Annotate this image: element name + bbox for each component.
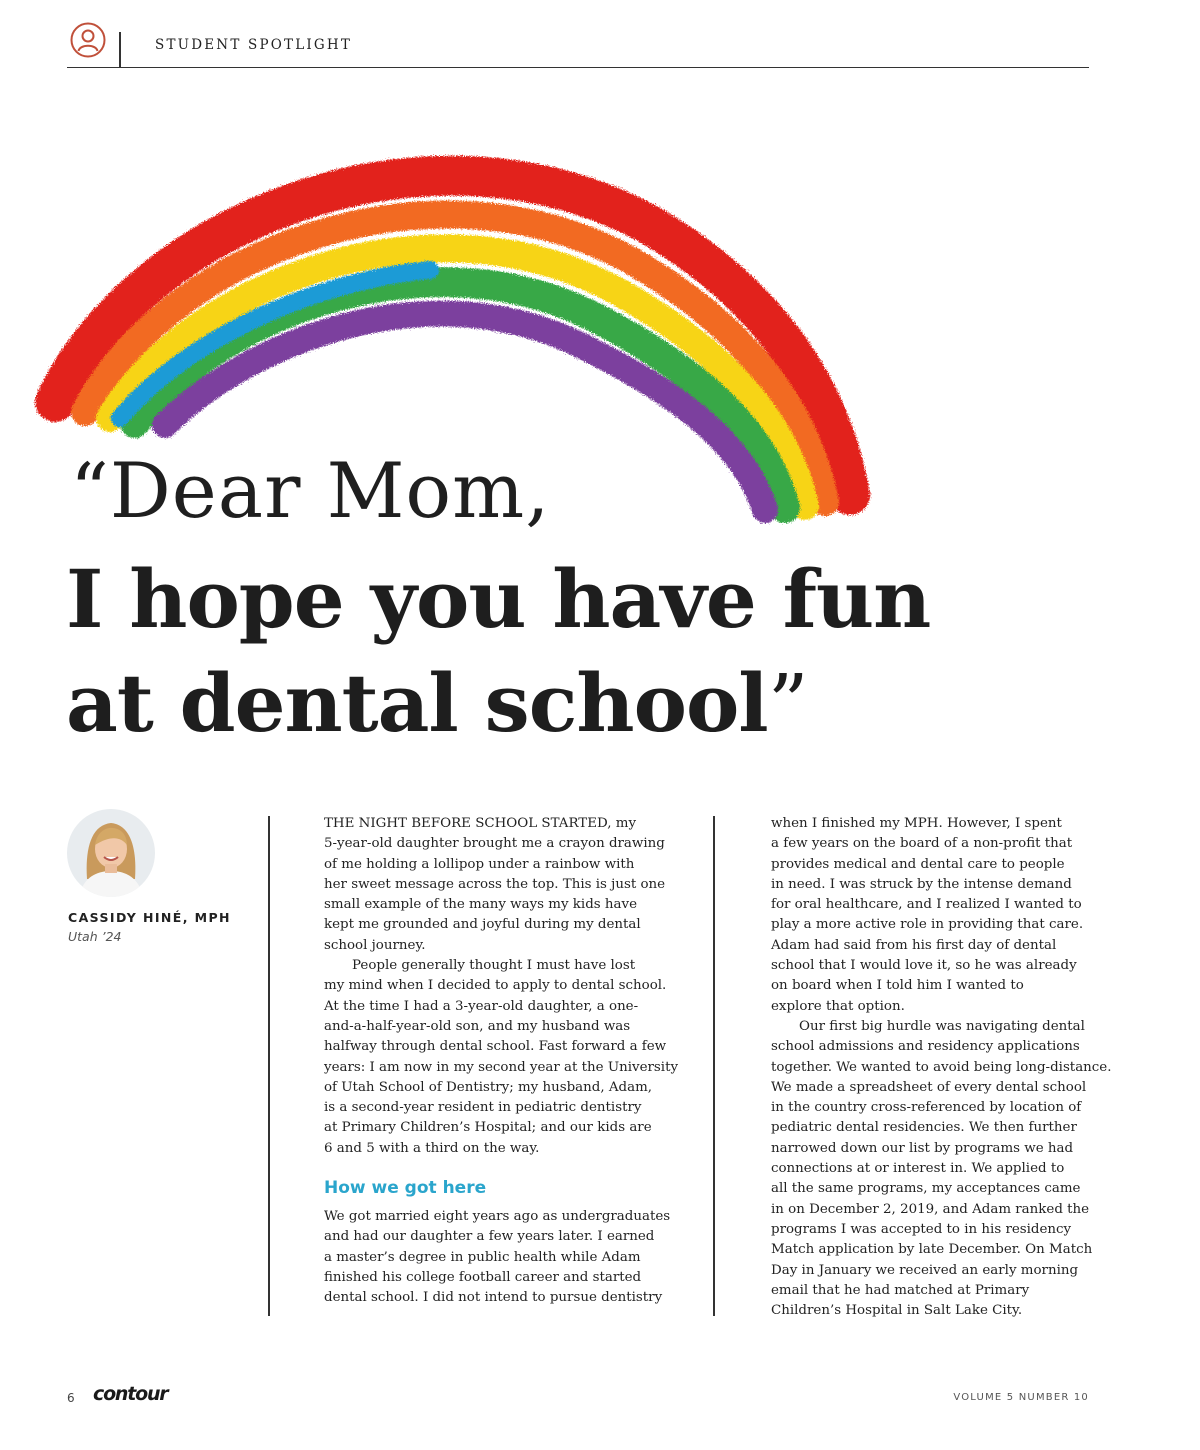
text-line: small example of the many ways my kids have [324, 897, 638, 913]
text-line: all the same programs, my acceptances came [771, 1181, 1081, 1197]
title-line-3-text: at dental school [66, 656, 768, 750]
text-line: connections at or interest in. We applied to [771, 1161, 1065, 1177]
title-line-2: I hope you have fun [66, 552, 931, 646]
text-line: provides medical and dental care to people [771, 856, 1065, 872]
text-line: play a more active role in providing that care. [771, 917, 1084, 933]
text-line: in the country cross-referenced by location of [771, 1100, 1082, 1116]
text-line: in need. I was struck by the intense demand [771, 876, 1072, 892]
page-header [67, 20, 1089, 68]
text-line: is a second-year resident in pediatric dentistry [324, 1100, 642, 1116]
article-column-2 [771, 814, 1112, 1321]
text-line: when I finished my MPH. However, I spent [771, 816, 1062, 831]
paragraph [771, 1017, 1112, 1321]
text-line: narrowed down our list by programs we had [771, 1140, 1074, 1156]
text-line: a master’s degree in public health while Adam [324, 1249, 641, 1265]
text-line: Our first big hurdle was navigating dental [799, 1018, 1085, 1034]
text-line: together. We wanted to avoid being long-distance. [771, 1059, 1112, 1075]
text-line: THE NIGHT BEFORE SCHOOL STARTED, my [324, 816, 637, 831]
text-line: and had our daughter a few years later. I earned [324, 1229, 655, 1245]
text-line: 6 and 5 with a third on the way. [324, 1140, 540, 1156]
title-line-1: “Dear Mom, [70, 446, 551, 535]
text-line: for oral healthcare, and I realized I wanted to [771, 897, 1082, 913]
text-line: her sweet message across the top. This is just one [324, 876, 666, 892]
article-column-1 [324, 814, 679, 1309]
text-line: People generally thought I must have lost [352, 958, 636, 974]
paragraph [771, 814, 1099, 1017]
volume-label: VOLUME 5 NUMBER 10 [953, 1392, 1089, 1403]
section-label: STUDENT SPOTLIGHT [155, 37, 353, 53]
text-line: programs I was accepted to in his residency [771, 1221, 1072, 1237]
text-line: in on December 2, 2019, and Adam ranked the [771, 1201, 1090, 1217]
column-rule-right [713, 816, 715, 1316]
text-line: a few years on the board of a non-profit that [771, 836, 1073, 852]
text-line: and-a-half-year-old son, and my husband was [324, 1018, 631, 1034]
text-line: We made a spreadsheet of every dental school [771, 1079, 1087, 1095]
subheading: How we got here [324, 1178, 487, 1199]
title-close-quote: ” [767, 657, 808, 750]
text-line: email that he had matched at Primary [771, 1282, 1030, 1298]
text-line: years: I am now in my second year at the University [324, 1059, 679, 1075]
text-line: explore that option. [771, 998, 905, 1014]
paragraph [324, 814, 664, 956]
text-line: At the time I had a 3-year-old daughter, a one- [324, 998, 639, 1014]
page-number: 6 [67, 1391, 75, 1405]
text-line: kept me grounded and joyful during my dental [324, 917, 641, 933]
text-line: Adam had said from his first day of dental [771, 937, 1057, 953]
author-school: Utah ’24 [68, 929, 122, 944]
text-line: school admissions and residency applications [771, 1039, 1080, 1055]
text-line: finished his college football career and started [324, 1269, 642, 1285]
user-circle-icon [70, 22, 106, 58]
text-line: Children’s Hospital in Salt Lake City. [771, 1303, 1023, 1319]
text-line: Match application by late December. On Match [771, 1242, 1093, 1258]
avatar [67, 809, 155, 897]
magazine-logo: contour [93, 1383, 168, 1405]
paragraph [324, 1207, 671, 1308]
text-line: pediatric dental residencies. We then further [771, 1120, 1077, 1136]
text-line: Day in January we received an early morning [771, 1262, 1079, 1278]
text-line: at Primary Children’s Hospital; and our kids are [324, 1120, 652, 1136]
paragraph [324, 956, 679, 1159]
text-line: on board when I told him I wanted to [771, 978, 1024, 994]
column-rule-left [268, 816, 270, 1316]
text-line: of Utah School of Dentistry; my husband, Adam, [324, 1079, 653, 1095]
text-line: my mind when I decided to apply to dental school. [324, 978, 667, 994]
title-line-3 [66, 656, 808, 750]
text-line: We got married eight years ago as undergraduates [324, 1209, 671, 1225]
text-line: school journey. [324, 937, 426, 953]
text-line: dental school. I did not intend to pursue dentistry [324, 1290, 663, 1306]
text-line: 5-year-old daughter brought me a crayon drawing [324, 836, 665, 852]
author-name: CASSIDY HINÉ, MPH [68, 910, 231, 925]
header-divider [119, 32, 121, 67]
text-line: school that I would love it, so he was already [771, 958, 1077, 974]
text-line: of me holding a lollipop under a rainbow with [324, 856, 635, 872]
text-line: halfway through dental school. Fast forward a few [324, 1039, 667, 1055]
